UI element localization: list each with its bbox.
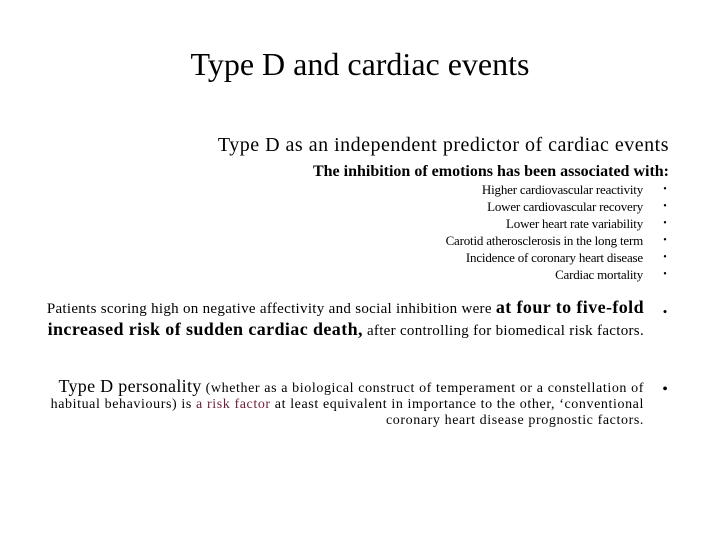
list-item: Carotid atherosclerosis in the long term [445,233,643,248]
list-item: Cardiac mortality [555,267,643,282]
bullet-icon: • [663,235,667,246]
bullet-icon: • [663,218,667,229]
list-item: Lower heart rate variability [506,216,643,231]
bullet-icon: • [663,184,667,195]
intro-heading: The inhibition of emotions has been associated with: [312,163,669,180]
bullet-icon: • [663,269,667,280]
typed-heading: Type D personality [58,376,202,396]
bullet-icon: • [663,201,667,212]
typed-paragraph-tail: at least equivalent in importance to the other, ‘conventional coronary heart disease prognostic factors. [270,397,644,428]
risk-paragraph-text: Patients scoring high on negative affectivity and social inhibition were [46,301,496,317]
risk-emphasis: at four to five-fold increased risk of sudden cardiac death, [47,297,644,339]
slide-subtitle: Type D as an independent predictor of cardiac events [217,134,669,156]
list-item: Higher cardiovascular reactivity [481,182,643,197]
list-item: Lower cardiovascular recovery [487,199,643,214]
bullet-icon: • [663,252,667,263]
slide-title: Type D and cardiac events [190,46,530,82]
typed-paragraph-text: (whether as a biological construct of temperament or a constellation of habitual behaviours) is [50,381,644,412]
typed-paragraph [36,378,644,429]
risk-paragraph [36,297,644,341]
risk-paragraph-tail: after controlling for biomedical risk factors. [362,323,644,339]
bullet-icon: • [662,304,668,319]
bullet-icon: • [662,381,668,398]
list-item: Incidence of coronary heart disease [465,250,643,265]
risk-factor-highlight: a risk factor [196,397,271,412]
